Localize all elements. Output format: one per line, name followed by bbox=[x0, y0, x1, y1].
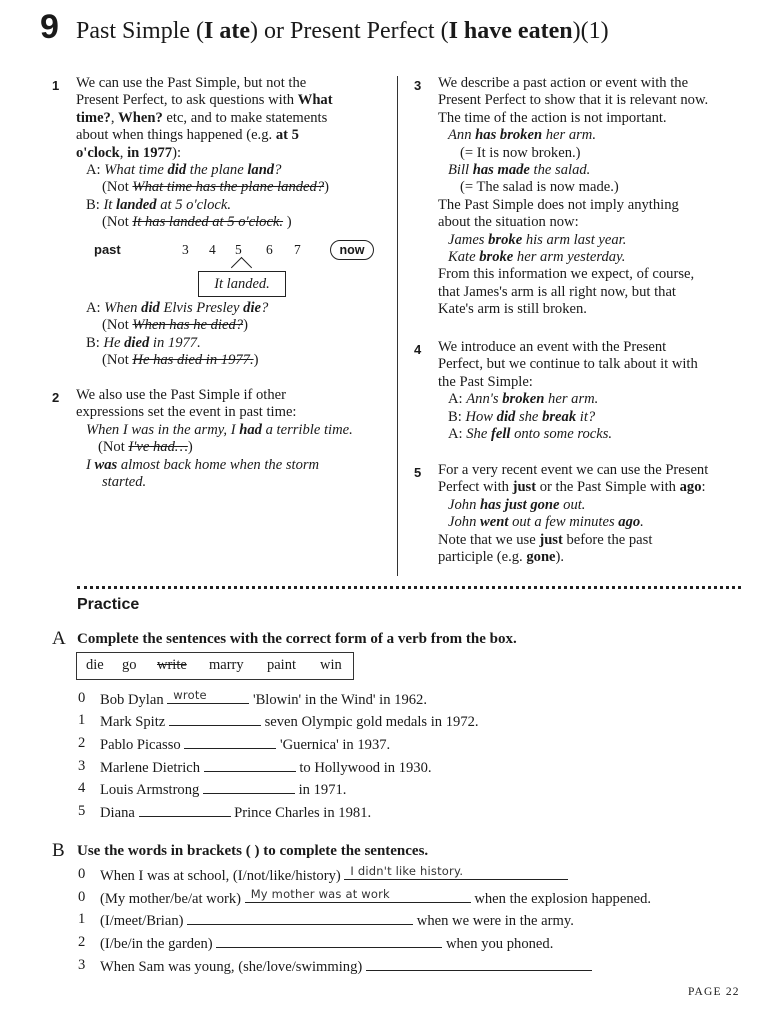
item-number: 1 bbox=[78, 911, 86, 927]
item-text: 'Blowin' in the Wind' in 1962. bbox=[249, 692, 427, 708]
text-line: We also use the Past Simple if other bbox=[76, 387, 286, 403]
text-run: He bbox=[103, 334, 125, 351]
text-run: Perfect with bbox=[438, 479, 513, 496]
text-run: or the Past Simple with bbox=[536, 479, 680, 496]
text-run: her arm yesterday. bbox=[513, 249, 626, 266]
text-run: just bbox=[539, 531, 563, 548]
text-run: When bbox=[104, 300, 142, 316]
answer-text: My mother was at work bbox=[250, 887, 390, 901]
item-number: 2 bbox=[78, 735, 86, 751]
example-line bbox=[438, 409, 763, 426]
timeline-number: 7 bbox=[294, 242, 301, 257]
text-run: started. bbox=[102, 474, 147, 491]
item-text: when the explosion happened. bbox=[470, 891, 652, 907]
exercise-item bbox=[78, 889, 651, 908]
text-line: We describe a past action or event with the bbox=[438, 75, 689, 91]
text-run: (Not bbox=[98, 439, 129, 456]
text-run: has broken bbox=[475, 127, 543, 144]
item-text: (I/meet/Brian) bbox=[100, 913, 188, 929]
exercise-item bbox=[78, 957, 592, 976]
text-run: the plane bbox=[186, 162, 248, 179]
answer-blank[interactable] bbox=[204, 758, 296, 772]
text-run: (Not bbox=[102, 179, 133, 196]
text-run: died bbox=[124, 334, 150, 351]
text-run: broke bbox=[479, 249, 514, 266]
text-run: . bbox=[640, 514, 644, 531]
text-line bbox=[76, 145, 394, 162]
item-number: 5 bbox=[78, 803, 86, 819]
text-run: ) bbox=[243, 317, 248, 334]
text-run: die bbox=[243, 300, 261, 316]
item-text: When I was at school, (I/not/like/history) bbox=[100, 868, 345, 884]
note-line: (= It is now broken.) bbox=[460, 144, 581, 161]
exercise-item bbox=[78, 758, 432, 777]
exercise-item bbox=[78, 690, 427, 709]
verb-option: win bbox=[320, 657, 342, 673]
example-line bbox=[76, 300, 394, 317]
item-text: when you phoned. bbox=[442, 936, 554, 952]
not-line bbox=[76, 317, 394, 334]
text-run: she bbox=[515, 408, 543, 425]
text-run: out. bbox=[559, 496, 586, 513]
text-line: that James's arm is all right now, but that bbox=[438, 283, 676, 300]
item-text: when we were in the army. bbox=[413, 913, 574, 929]
text-run: Present Perfect, to ask questions with bbox=[76, 92, 298, 109]
exercise-item bbox=[78, 911, 574, 930]
text-run: fell bbox=[490, 426, 511, 443]
text-run: What bbox=[297, 92, 333, 109]
section-1 bbox=[76, 75, 394, 232]
text-run: Bill bbox=[448, 162, 473, 179]
text-run: almost back home when the storm bbox=[117, 456, 320, 473]
text-run: John bbox=[448, 496, 481, 513]
verb-option: go bbox=[122, 657, 137, 673]
item-text: Marlene Dietrich bbox=[100, 760, 204, 776]
item-number: 0 bbox=[78, 866, 86, 882]
not-line bbox=[76, 179, 394, 196]
text-run: How bbox=[465, 408, 497, 425]
item-text: (My mother/be/at work) bbox=[100, 891, 245, 907]
answer-text: I didn't like history. bbox=[350, 864, 464, 878]
example-line bbox=[438, 162, 763, 179]
text-run: was bbox=[94, 456, 118, 473]
text-run: (Not bbox=[102, 317, 133, 334]
text-run: it? bbox=[576, 408, 596, 425]
item-number: 3 bbox=[78, 758, 86, 774]
text-line: expressions set the event in past time: bbox=[76, 404, 297, 421]
text-run: just bbox=[512, 479, 537, 496]
text-line: From this information we expect, of course, bbox=[438, 266, 695, 283]
text-run: participle (e.g. bbox=[438, 549, 527, 566]
text-run: A: bbox=[448, 426, 467, 443]
section-1-examples bbox=[76, 300, 394, 370]
item-number: 2 bbox=[78, 934, 86, 950]
verb-box bbox=[76, 652, 354, 680]
not-line bbox=[76, 214, 394, 231]
text-run: Kate bbox=[448, 249, 480, 266]
section-number: 3 bbox=[414, 78, 422, 93]
text-run: B: bbox=[86, 334, 104, 351]
exercise-instruction: Use the words in brackets ( ) to complete the sentences. bbox=[77, 843, 429, 859]
text-run: ago bbox=[618, 514, 641, 531]
unit-number: 9 bbox=[40, 8, 59, 46]
verb-option: paint bbox=[267, 657, 296, 673]
text-run: (Not bbox=[102, 214, 133, 231]
text-line bbox=[438, 532, 763, 549]
text-line bbox=[76, 127, 394, 144]
item-text: When Sam was young, (she/love/swimming) bbox=[100, 959, 366, 975]
item-text: seven Olympic gold medals in 1972. bbox=[260, 714, 479, 730]
text-run: ? bbox=[261, 300, 269, 316]
text-run: land bbox=[247, 162, 275, 179]
timeline-number: 3 bbox=[182, 242, 189, 257]
section-3 bbox=[438, 75, 763, 319]
example-line bbox=[76, 162, 394, 179]
answer-blank[interactable] bbox=[139, 803, 231, 817]
example-line bbox=[438, 232, 763, 249]
exercise-letter: B bbox=[52, 840, 65, 861]
text-run: o'clock bbox=[76, 144, 120, 161]
section-number: 4 bbox=[414, 342, 422, 357]
text-line: Present Perfect to show that it is relevant now. bbox=[438, 92, 709, 109]
example-line bbox=[76, 422, 394, 439]
text-line: The time of the action is not important. bbox=[438, 109, 667, 126]
text-line: We can use the Past Simple, but not the bbox=[76, 75, 307, 91]
text-run: Ann's bbox=[466, 391, 503, 408]
verb-option: die bbox=[86, 657, 104, 673]
text-run: It bbox=[103, 196, 117, 213]
text-run: James bbox=[448, 231, 489, 248]
text-run: ) bbox=[253, 352, 259, 369]
text-run: ) bbox=[324, 179, 329, 196]
text-line: For a very recent event we can use the Present bbox=[438, 462, 709, 478]
text-run: did bbox=[167, 162, 187, 179]
title-part: )(1) bbox=[572, 18, 609, 44]
text-run: did bbox=[141, 300, 160, 316]
text-run: I bbox=[86, 456, 95, 473]
text-run: his arm last year. bbox=[522, 231, 627, 248]
verb-option-used: write bbox=[157, 657, 187, 673]
text-run: had bbox=[239, 421, 262, 438]
text-run: in 1977. bbox=[149, 334, 201, 351]
timeline-now-label: now bbox=[330, 240, 374, 260]
example-line bbox=[438, 497, 763, 514]
text-run: What time bbox=[104, 162, 168, 179]
item-text: to Hollywood in 1930. bbox=[295, 760, 432, 776]
example-line bbox=[76, 335, 394, 352]
exercise-item bbox=[78, 866, 568, 885]
struck-text: I've had… bbox=[128, 439, 188, 456]
answer-blank[interactable] bbox=[169, 712, 261, 726]
text-run: : bbox=[701, 479, 706, 496]
text-line: Perfect, but we continue to talk about it with bbox=[438, 356, 698, 373]
text-run: at 5 o'clock. bbox=[156, 196, 232, 213]
exercise-item bbox=[78, 735, 390, 754]
text-run: , bbox=[119, 144, 128, 161]
answer-blank[interactable] bbox=[187, 911, 413, 925]
text-run: out a few minutes bbox=[508, 514, 619, 531]
title-part: ) or Present Perfect ( bbox=[250, 18, 449, 44]
example-line bbox=[76, 457, 394, 474]
text-run: , bbox=[110, 109, 119, 126]
text-run: Ann bbox=[448, 127, 476, 144]
verb-option: marry bbox=[209, 657, 244, 673]
example-line bbox=[76, 197, 394, 214]
text-run: etc, and to make statements bbox=[162, 109, 328, 126]
text-line bbox=[438, 479, 763, 496]
text-run: has just gone bbox=[480, 496, 560, 513]
text-run: ago bbox=[679, 479, 702, 496]
example-line bbox=[438, 426, 763, 443]
text-line bbox=[438, 549, 763, 566]
text-run: ). bbox=[555, 549, 565, 566]
struck-text: When has he died? bbox=[132, 317, 244, 334]
item-text: Diana bbox=[100, 805, 139, 821]
timeline-number: 5 bbox=[235, 242, 242, 257]
text-run: at 5 bbox=[275, 127, 299, 144]
section-2 bbox=[76, 387, 394, 491]
exercise-item bbox=[78, 934, 553, 953]
text-run: ) bbox=[283, 214, 292, 231]
timeline-number: 4 bbox=[209, 242, 216, 257]
text-run: onto some rocks. bbox=[510, 426, 613, 443]
text-run: broken bbox=[502, 391, 545, 408]
text-run: A: bbox=[448, 391, 467, 408]
text-run: about when things happened (e.g. bbox=[76, 127, 276, 144]
item-number: 0 bbox=[78, 690, 86, 706]
practice-heading: Practice bbox=[77, 596, 140, 613]
answer-blank[interactable] bbox=[344, 866, 568, 880]
text-run: time? bbox=[76, 109, 111, 126]
page-title bbox=[76, 18, 609, 45]
text-run: did bbox=[496, 408, 516, 425]
example-line bbox=[438, 514, 763, 531]
example-line bbox=[76, 474, 394, 491]
text-run: Note that we use bbox=[438, 531, 540, 548]
text-run: ? bbox=[274, 162, 282, 179]
not-line bbox=[76, 352, 394, 369]
text-run: a terrible time. bbox=[261, 421, 353, 438]
text-line bbox=[76, 110, 394, 127]
struck-text: He has died in 1977. bbox=[132, 352, 254, 369]
text-line: We introduce an event with the Present bbox=[438, 339, 667, 355]
example-line bbox=[438, 391, 763, 408]
struck-text: It has landed at 5 o'clock. bbox=[132, 214, 284, 231]
item-text: Pablo Picasso bbox=[100, 737, 185, 753]
not-line bbox=[76, 439, 394, 456]
title-part: I ate bbox=[204, 18, 250, 44]
item-text: Mark Spitz bbox=[100, 714, 169, 730]
exercise-item bbox=[78, 803, 371, 822]
answer-blank[interactable] bbox=[216, 934, 442, 948]
title-part: I have eaten bbox=[448, 18, 573, 44]
timeline-callout: It landed. bbox=[198, 271, 286, 297]
answer-blank[interactable] bbox=[366, 957, 592, 971]
text-line: the Past Simple: bbox=[438, 373, 533, 390]
text-run: has made bbox=[472, 162, 530, 179]
timeline-number: 6 bbox=[266, 242, 273, 257]
text-run: When I was in the army, I bbox=[86, 421, 240, 438]
text-run: broke bbox=[488, 231, 523, 248]
text-run: her arm. bbox=[544, 391, 599, 408]
answer-blank[interactable] bbox=[203, 780, 295, 794]
text-run: B: bbox=[86, 196, 104, 213]
text-run: in 1977 bbox=[127, 144, 173, 161]
text-run: gone bbox=[526, 549, 556, 566]
text-run: A: bbox=[86, 162, 105, 179]
column-divider bbox=[397, 76, 398, 576]
item-text: (I/be/in the garden) bbox=[100, 936, 217, 952]
text-run: landed bbox=[116, 196, 157, 213]
struck-text: What time has the plane landed? bbox=[132, 179, 325, 196]
text-line bbox=[76, 92, 394, 109]
text-run: ) bbox=[187, 439, 193, 456]
timeline-past-label: past bbox=[94, 242, 121, 257]
example-line bbox=[438, 127, 763, 144]
answer-blank[interactable] bbox=[184, 735, 276, 749]
section-number: 2 bbox=[52, 390, 60, 405]
text-run: ): bbox=[172, 144, 182, 161]
exercise-instruction: Complete the sentences with the correct form of a verb from the box. bbox=[77, 631, 517, 647]
text-run: She bbox=[466, 426, 491, 443]
section-5 bbox=[438, 462, 763, 566]
exercise-item bbox=[78, 712, 479, 731]
text-run: the salad. bbox=[529, 162, 591, 179]
note-line: (= The salad is now made.) bbox=[460, 179, 619, 196]
item-number: 0 bbox=[78, 889, 86, 905]
item-text: Louis Armstrong bbox=[100, 782, 203, 798]
answer-blank[interactable] bbox=[245, 889, 471, 903]
text-line: The Past Simple does not imply anything bbox=[438, 196, 679, 213]
answer-blank[interactable] bbox=[167, 690, 249, 704]
text-line: about the situation now: bbox=[438, 214, 579, 231]
text-run: went bbox=[480, 514, 509, 531]
example-line bbox=[438, 249, 763, 266]
section-number: 5 bbox=[414, 465, 422, 480]
text-run: When? bbox=[118, 109, 163, 126]
item-number: 3 bbox=[78, 957, 86, 973]
answer-text: wrote bbox=[173, 688, 207, 702]
exercise-item bbox=[78, 780, 346, 799]
section-number: 1 bbox=[52, 78, 60, 93]
section-4 bbox=[438, 339, 763, 443]
page-number: PAGE 22 bbox=[688, 986, 740, 998]
text-run: John bbox=[448, 514, 481, 531]
item-text: 'Guernica' in 1937. bbox=[276, 737, 391, 753]
text-run: A: bbox=[86, 300, 105, 316]
item-number: 4 bbox=[78, 780, 86, 796]
timeline-diagram bbox=[94, 240, 384, 300]
item-text: in 1971. bbox=[294, 782, 347, 798]
item-number: 1 bbox=[78, 712, 86, 728]
title-part: Past Simple ( bbox=[76, 18, 205, 44]
text-run: Elvis Presley bbox=[159, 300, 244, 316]
text-run: her arm. bbox=[542, 127, 596, 144]
text-run: before the past bbox=[562, 531, 653, 548]
text-line: Kate's arm is still broken. bbox=[438, 301, 587, 318]
item-text: Bob Dylan bbox=[100, 692, 168, 708]
item-text: Prince Charles in 1981. bbox=[230, 805, 372, 821]
text-run: break bbox=[542, 408, 577, 425]
section-separator bbox=[77, 586, 741, 589]
exercise-letter: A bbox=[52, 628, 66, 649]
text-run: (Not bbox=[102, 352, 133, 369]
text-run: B: bbox=[448, 408, 466, 425]
